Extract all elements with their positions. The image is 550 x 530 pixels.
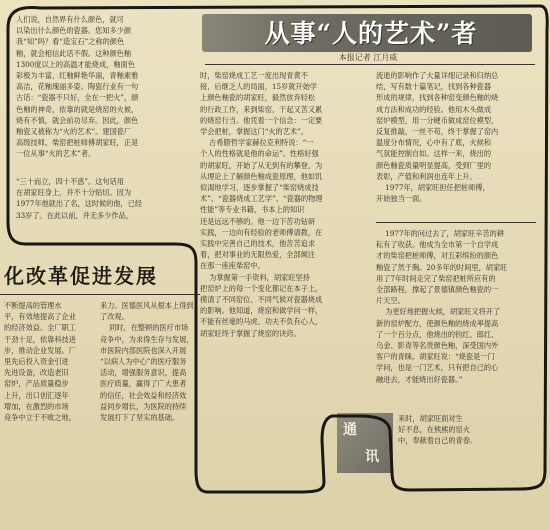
article-column-middle: 时，柴窑烧成工艺一度出现青黄不 接，后继乏人的局面，15岁就开始学 上颜色釉瓷的胡家旺，毅然放弃轻松 的行政工作，来到柴窑，干起又苦又累 的烧窑行当。他凭着一个信念：一定要 学会把桩，掌握这门“火的艺术”。 古希腊哲学家赫拉克利特说：“一 个人的性格就是他的命运”。性格好强 的胡家旺，开始了从无到有的攀登，为 从理论上了解颜色釉成瓷原理，他如饥 似渴地学习，逐步掌握了“柴窑烧成技 术”、“瓷器烧成工艺学”、“瓷器的物理 性能”等专业书籍，书本上的知识 还是远远不够的。他一边下苦功钻研 实践，一边向有经验的老师傅请教，在 实践中完善自己的技术，他苦苦追求 着，把对事业的无限热爱，全部倾注 在那一座座柴窑中。 为掌握第一手资料，胡家旺坚持 把窑炉上的每一个变化都记在本子上， 摸清了不同窑位、不同气候对瓷器烧成 的影响。他知道，烧窑和做学问一样， 不能有丝毫的马虎。功夫不负有心人， 胡家旺终于掌握了烧窑的诀窍。 [200, 71, 323, 338]
article-column-left-bottom: “三十而立，四十不惑”。这句话用 在胡家旺身上，并不十分贴切。因为 1977年他就出了名，这时候的他，已经 33岁了。在此以前，并无多少作品， [16, 177, 143, 220]
article-byline: 本报记者 江月威 [338, 53, 398, 62]
article-headline: 从事“人的艺术”者 [264, 19, 478, 48]
feature-label-char-1: 通 [343, 422, 357, 438]
adjacent-article-headline: 化改革促进发展 [4, 264, 158, 288]
adjacent-article-column-2: 来力。医德医风从根本上得到 了改观。 同时，在整顿的医疗市场 竞争中，为求得生存与发展， 市医院内部医院也深入开展 “以病人为中心”的医疗服务 活动，增强服务意识，提高 医疗质量，赢得了广大患者 的信任，社会效益和经济效 益同步增长，为医院的持续 发展打下了坚实的基础。 [100, 301, 194, 423]
feature-label-char-2: 讯 [365, 449, 379, 465]
article-column-left-top: 人们说，自然界有什么颜色，就可 以染出什么颜色的瓷器。您知多少颜 我“知”吗？看“造宝石”之称的颜色 釉，就会相信此话不假。这种颜色釉 1300度以上的高温才能烧成，釉面色 彩极为丰富，红釉鲜艳华丽，青釉素雅 高洁，花釉瑰丽多姿。陶瓷行业有一句 古话：“瓷器不只好，全在一把火”，颜 色釉的神奇，依靠的就是烧窑的火候， 烧有不慎，就会前功尽弃。因此，颜色 釉瓷又被称为“火的艺术”。建国瓷厂 高级技师、柴窑把桩师傅胡家旺，正是 一位从事“火的艺术”者。 [16, 15, 139, 159]
article-column-right-bottom: 1977年的问过去了，胡家旺辛苦的耕 耘有了收获。他成为全市第一个自学成 才的柴窑把桩师傅，对五彩缤纷的颜色 釉瓷了然于胸。20多年的时间里，胡家旺 用了7年时间走完了柴窑把桩所应有的 全部路程，撑起了景德镇颜色釉瓷的一 片天空。 为更好地把握火候，胡家旺又将开了 新的窑炉配方，使颜色釉的烧成率提高 了一个百分点，他烧出的钧红、郎红、 乌金、影青等名贵颜色釉，深受国内外 客户的青睐。胡家旺说：“烧瓷是一门 学问，也是一门艺术，只有把自己的心 融进去，才能烧出好瓷器。” [376, 229, 508, 384]
adjacent-article-column-1: 不断提高的管理水 平，有效地提高了企业 的经济效益。全厂职工 干劲十足，依靠科技进 步，推动企业发展。厂 里先后投入资金引进 先进设备，改造老旧 窑炉，产品质量稳步 上升，出口创汇逐年 增加，在激烈的市场 竞争中立于不败之地。 [4, 301, 76, 423]
article-column-right-end: 来时，胡家旺面对生 好不息，在熊熊的窑火 中，奉献着自己的青春。 [398, 414, 478, 446]
article-column-right-top: 流逝的影响作了大量详细记录和归纳总 结，写有数十篇笔记，找到各种瓷器 形成的规律，找到各种窑变颜色釉的烧 成方法和成功的经验。他用木头做成 窑炉模型，用一分硬币做成窑位模型， 反复推敲，一丝不苟，终于掌握了窑内 温度分布情况，心中有了底，火候和 气氛能控制自如。这样一来，烧出的 颜色釉瓷质量明显提高，受到厂里的 表彰，产值和利润也连年上升。 1977年，胡家旺担任把桩师傅， 开始独当一面。 [376, 71, 499, 204]
